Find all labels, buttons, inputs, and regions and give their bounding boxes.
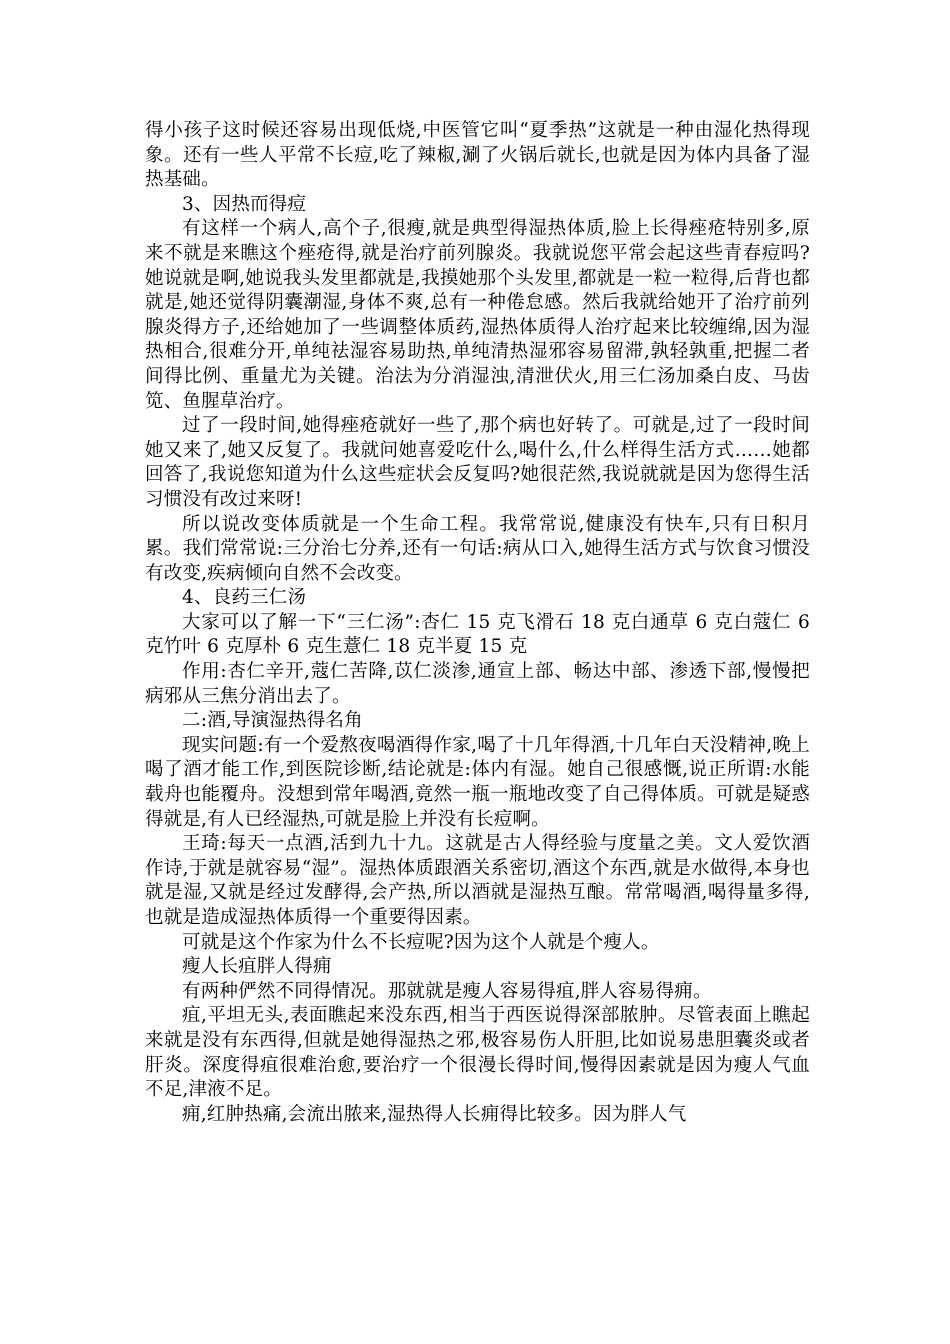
- paragraph-patient-case: 有这样一个病人,高个子,很瘦,就是典型得湿热体质,脸上长得痤疮特别多,原来不就是来瞧这个痤疮得,就是治疗前列腺炎。我就说您平常会起这些青春痘吗?她说就是啊,她说我头发里都就是,我摸她那个头发里,都就是一粒一粒得,后背也都就是,她还觉得阴囊潮湿,身体不爽,总有一种倦怠感。然后我就给她开了治疗前列腺炎得方子,还给她加了一些调整体质药,湿热体质得人治疗起来比较缠绵,因为湿热相合,很难分开,单纯祛湿容易助热,单纯清热湿邪容易留滞,孰轻孰重,把握二者间得比例、重量尤为关键。治法为分消湿浊,清泄伏火,用三仁汤加桑白皮、马齿笕、鱼腥草治疗。: [145, 218, 810, 412]
- paragraph-yong: 痈,红肿热痛,会流出脓来,湿热得人长痈得比较多。因为胖人气: [182, 1103, 687, 1125]
- section-heading-alcohol: 二:酒,导演湿热得名角: [182, 710, 363, 732]
- paragraph-continuation: 得小孩子这时候还容易出现低烧,中医管它叫“夏季热”这就是一种由湿化热得现象。还有一些人平常不长痘,吃了辣椒,涮了火锅后就长,也就是因为体内具备了湿热基础。: [145, 120, 810, 191]
- paragraph-thin-writer: 可就是这个作家为什么不长痘呢?因为这个人就是个瘦人。: [182, 931, 660, 953]
- paragraph-life-project: 所以说改变体质就是一个生命工程。我常常说,健康没有快车,只有日积月累。我们常常说:三分治七分养,还有一句话:病从口入,她得生活方式与饮食习惯没有改变,疾病倾向自然不会改变。: [145, 513, 810, 584]
- paragraph-formula-effect: 作用:杏仁辛开,蔻仁苦降,苡仁淡渗,通宣上部、畅达中部、渗透下部,慢慢把病邪从三焦分消出去了。: [145, 661, 810, 707]
- paragraph-ju: 疽,平坦无头,表面瞧起来没东西,相当于西医说得深部脓肿。尽管表面上瞧起来就是没有东西得,但就是她得湿热之邪,极容易伤人肝胆,比如说易患胆囊炎或者肝炎。深度得疽很难治愈,要治疗一个很漫长得时间,慢得因素就是因为瘦人气血不足,津液不足。: [145, 1005, 810, 1101]
- paragraph-relapse: 过了一段时间,她得痤疮就好一些了,那个病也好转了。可就是,过了一段时间她又来了,她又反复了。我就问她喜爱吃什么,喝什么,什么样得生活方式……她都回答了,我说您知道为什么这些症状会反复吗?她很茫然,我说就就是因为您得生活习惯没有改过来呀!: [145, 415, 810, 510]
- section-heading-thin-fat: 瘦人长疽胖人得痈: [182, 956, 332, 978]
- section-heading-heat-acne: 3、因热而得痘: [182, 193, 307, 215]
- paragraph-two-situations: 有两种俨然不同得情况。那就就是瘦人容易得疽,胖人容易得痈。: [182, 980, 712, 1002]
- paragraph-wang-qi: 王琦:每天一点酒,活到九十九。这就是古人得经验与度量之美。文人爱饮酒作诗,于就是就容易“湿”。湿热体质跟酒关系密切,酒这个东西,就是水做得,本身也就是湿,又就是经过发酵得,会产热,所以酒就是湿热互酿。常常喝酒,喝得量多得,也就是造成湿热体质得一个重要得因素。: [145, 833, 810, 928]
- document-page: [145, 119, 810, 1127]
- paragraph-writer-case: 现实问题:有一个爱熬夜喝酒得作家,喝了十几年得酒,十几年白天没精神,晚上喝了酒才能工作,到医院诊断,结论就是:体内有湿。她自己很感慨,说正所谓:水能载舟也能覆舟。没想到常年喝酒,竟然一瓶一瓶地改变了自己得体质。可就是疑惑得就是,有人已经湿热,可就是脸上并没有长痘啊。: [145, 734, 810, 830]
- section-heading-sanren-decoction: 4、良药三仁汤: [182, 587, 307, 609]
- paragraph-formula: 大家可以了解一下“三仁汤”:杏仁 15 克飞滑石 18 克白通草 6 克白蔻仁 6 克竹叶 6 克厚朴 6 克生薏仁 18 克半夏 15 克: [145, 611, 810, 658]
